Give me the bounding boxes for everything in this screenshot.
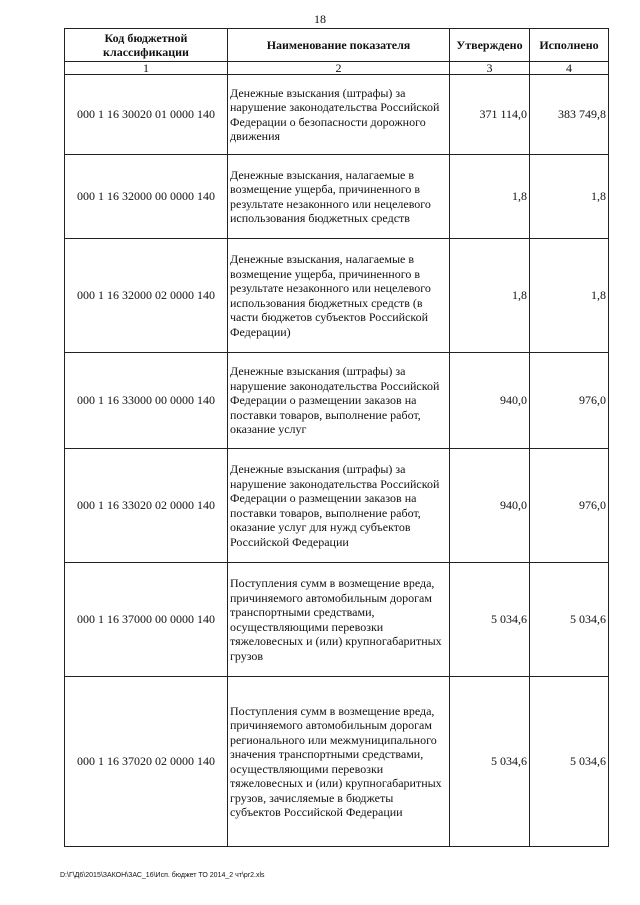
table-row xyxy=(65,449,609,563)
approved-value: 940,0 xyxy=(450,353,530,449)
budget-code: 000 1 16 30020 01 0000 140 xyxy=(65,75,228,155)
budget-code: 000 1 16 37020 02 0000 140 xyxy=(65,677,228,847)
approved-value: 940,0 xyxy=(450,449,530,563)
header-name: Наименование показателя xyxy=(228,29,450,62)
table-row xyxy=(65,239,609,353)
table-row xyxy=(65,563,609,677)
header-approved: Утверждено xyxy=(450,29,530,62)
indicator-name: Поступления сумм в возмещение вреда, причиняемого автомобильным дорогам транспортными средствами, осуществляющими перевозки тяжеловесных и (или) крупногабаритных грузов xyxy=(228,563,450,677)
executed-value: 976,0 xyxy=(530,353,609,449)
indicator-name: Поступления сумм в возмещение вреда, причиняемого автомобильным дорогам регионального или межмуниципального значения транспортными средствами, осуществляющими перевозки тяжеловесных и (или) крупногабаритных грузов, зачисляемые в бюджеты субъектов Российской Федерации xyxy=(228,677,450,847)
table-row xyxy=(65,75,609,155)
column-number-row xyxy=(65,62,609,75)
executed-value: 5 034,6 xyxy=(530,563,609,677)
header-executed: Исполнено xyxy=(530,29,609,62)
approved-value: 1,8 xyxy=(450,239,530,353)
approved-value: 371 114,0 xyxy=(450,75,530,155)
budget-code: 000 1 16 32000 02 0000 140 xyxy=(65,239,228,353)
executed-value: 1,8 xyxy=(530,239,609,353)
executed-value: 976,0 xyxy=(530,449,609,563)
table-row xyxy=(65,353,609,449)
header-row xyxy=(65,29,609,62)
indicator-name: Денежные взыскания (штрафы) за нарушение законодательства Российской Федерации о безопасности дорожного движения xyxy=(228,75,450,155)
executed-value: 5 034,6 xyxy=(530,677,609,847)
column-number: 4 xyxy=(530,62,609,75)
approved-value: 5 034,6 xyxy=(450,563,530,677)
budget-table xyxy=(64,28,609,847)
approved-value: 5 034,6 xyxy=(450,677,530,847)
column-number: 2 xyxy=(228,62,450,75)
approved-value: 1,8 xyxy=(450,155,530,239)
table-row xyxy=(65,677,609,847)
budget-code: 000 1 16 33000 00 0000 140 xyxy=(65,353,228,449)
executed-value: 383 749,8 xyxy=(530,75,609,155)
budget-code: 000 1 16 32000 00 0000 140 xyxy=(65,155,228,239)
indicator-name: Денежные взыскания, налагаемые в возмещение ущерба, причиненного в результате незаконного или нецелевого использования бюджетных средств (в части бюджетов субъектов Российской Федерации) xyxy=(228,239,450,353)
budget-code: 000 1 16 37000 00 0000 140 xyxy=(65,563,228,677)
indicator-name: Денежные взыскания (штрафы) за нарушение законодательства Российской Федерации о размещении заказов на поставки товаров, выполнение работ, оказание услуг для нужд субъектов Российской Федерации xyxy=(228,449,450,563)
header-code: Код бюджетной классификации xyxy=(65,29,228,62)
file-path-footer: D:\Г\Д6\2015\ЗАКОН\ЗАС_16\Исп. бюджет ТО 2014_2 чт\pr2.xls xyxy=(60,872,265,879)
executed-value: 1,8 xyxy=(530,155,609,239)
indicator-name: Денежные взыскания (штрафы) за нарушение законодательства Российской Федерации о размещении заказов на поставки товаров, выполнение работ, оказание услуг xyxy=(228,353,450,449)
page-number: 18 xyxy=(314,12,326,26)
column-number: 3 xyxy=(450,62,530,75)
table-row xyxy=(65,155,609,239)
budget-code: 000 1 16 33020 02 0000 140 xyxy=(65,449,228,563)
column-number: 1 xyxy=(65,62,228,75)
indicator-name: Денежные взыскания, налагаемые в возмещение ущерба, причиненного в результате незаконного или нецелевого использования бюджетных средств xyxy=(228,155,450,239)
